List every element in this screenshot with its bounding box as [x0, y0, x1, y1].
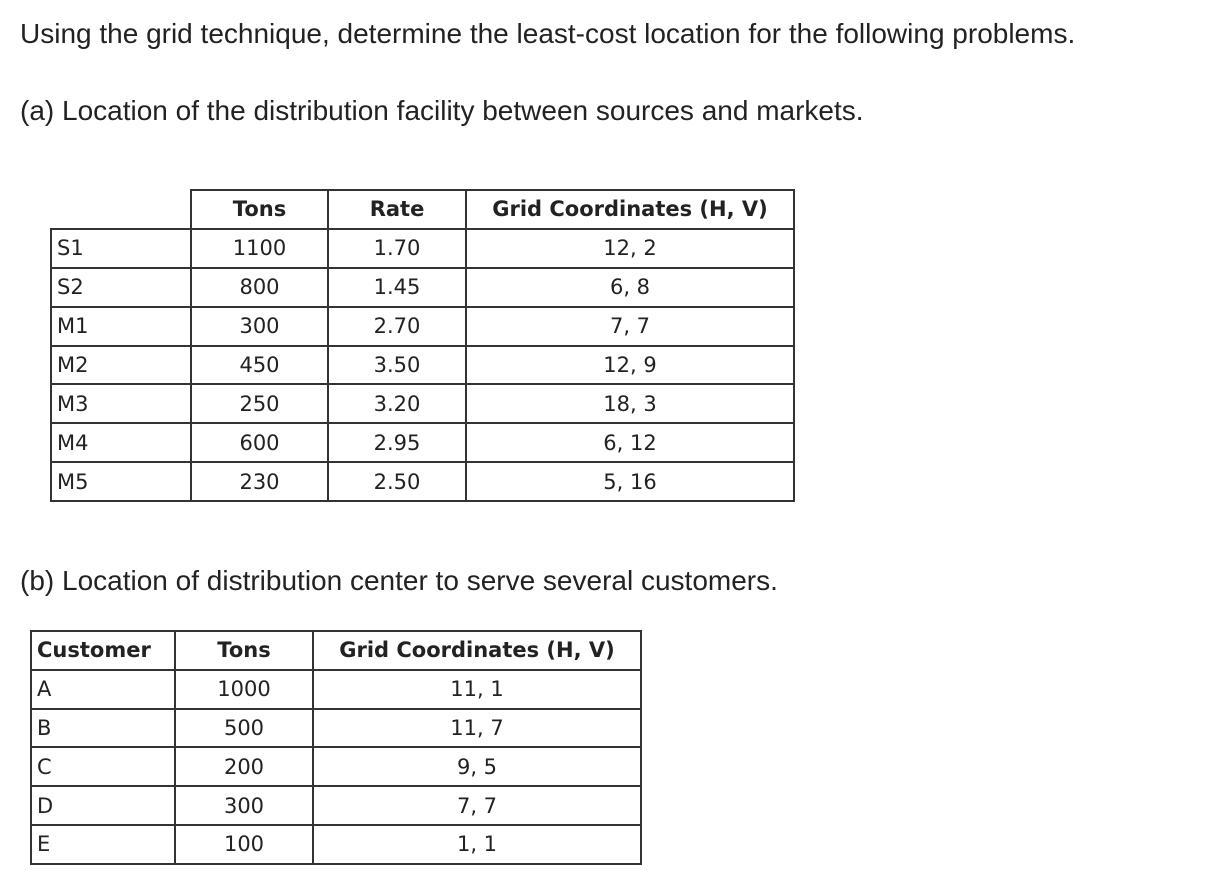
coords-cell: 1, 1: [313, 825, 641, 864]
tons-cell: 800: [191, 268, 328, 307]
coords-cell: 5, 16: [466, 462, 794, 501]
header-grid-coordinates: Grid Coordinates (H, V): [313, 631, 641, 670]
tons-cell: 100: [175, 825, 313, 864]
table-row: [51, 346, 794, 385]
customer-label: D: [31, 786, 175, 825]
tons-cell: 230: [191, 462, 328, 501]
tons-cell: 1100: [191, 229, 328, 268]
tons-cell: 600: [191, 423, 328, 462]
row-label: M1: [51, 307, 191, 346]
coords-cell: 11, 1: [313, 670, 641, 709]
tons-cell: 500: [175, 709, 313, 748]
coords-cell: 18, 3: [466, 384, 794, 423]
customer-label: A: [31, 670, 175, 709]
rate-cell: 3.50: [328, 346, 466, 385]
header-rate: Rate: [328, 190, 466, 229]
row-label: M5: [51, 462, 191, 501]
rate-cell: 1.70: [328, 229, 466, 268]
header-customer: Customer: [31, 631, 175, 670]
coords-cell: 6, 8: [466, 268, 794, 307]
coords-cell: 9, 5: [313, 747, 641, 786]
sources-markets-table: [50, 189, 795, 502]
table-header-row: [51, 190, 794, 229]
table-row: [31, 786, 641, 825]
header-blank: [51, 190, 191, 229]
table-row: [51, 384, 794, 423]
row-label: M2: [51, 346, 191, 385]
coords-cell: 12, 9: [466, 346, 794, 385]
table-row: [31, 670, 641, 709]
row-label: S1: [51, 229, 191, 268]
table-header-row: [31, 631, 641, 670]
table-row: [51, 423, 794, 462]
coords-cell: 7, 7: [466, 307, 794, 346]
header-tons: Tons: [191, 190, 328, 229]
coords-cell: 7, 7: [313, 786, 641, 825]
header-grid-coordinates: Grid Coordinates (H, V): [466, 190, 794, 229]
row-label: S2: [51, 268, 191, 307]
tons-cell: 450: [191, 346, 328, 385]
coords-cell: 12, 2: [466, 229, 794, 268]
table-row: [51, 229, 794, 268]
tons-cell: 1000: [175, 670, 313, 709]
tons-cell: 200: [175, 747, 313, 786]
part-a-heading: (a) Location of the distribution facility between sources and markets.: [20, 95, 864, 126]
row-label: M4: [51, 423, 191, 462]
rate-cell: 2.50: [328, 462, 466, 501]
rate-cell: 2.95: [328, 423, 466, 462]
table-row: [31, 747, 641, 786]
table-row: [31, 709, 641, 748]
table-row: [51, 462, 794, 501]
tons-cell: 300: [191, 307, 328, 346]
coords-cell: 11, 7: [313, 709, 641, 748]
tons-cell: 300: [175, 786, 313, 825]
coords-cell: 6, 12: [466, 423, 794, 462]
rate-cell: 1.45: [328, 268, 466, 307]
tons-cell: 250: [191, 384, 328, 423]
customer-label: E: [31, 825, 175, 864]
header-tons: Tons: [175, 631, 313, 670]
part-b-heading: (b) Location of distribution center to serve several customers.: [20, 565, 778, 596]
problem-intro: Using the grid technique, determine the least-cost location for the following problems.: [20, 18, 1076, 49]
table-row: [51, 268, 794, 307]
row-label: M3: [51, 384, 191, 423]
table-row: [31, 825, 641, 864]
customers-table: [30, 630, 642, 865]
rate-cell: 2.70: [328, 307, 466, 346]
rate-cell: 3.20: [328, 384, 466, 423]
customer-label: C: [31, 747, 175, 786]
customer-label: B: [31, 709, 175, 748]
table-row: [51, 307, 794, 346]
